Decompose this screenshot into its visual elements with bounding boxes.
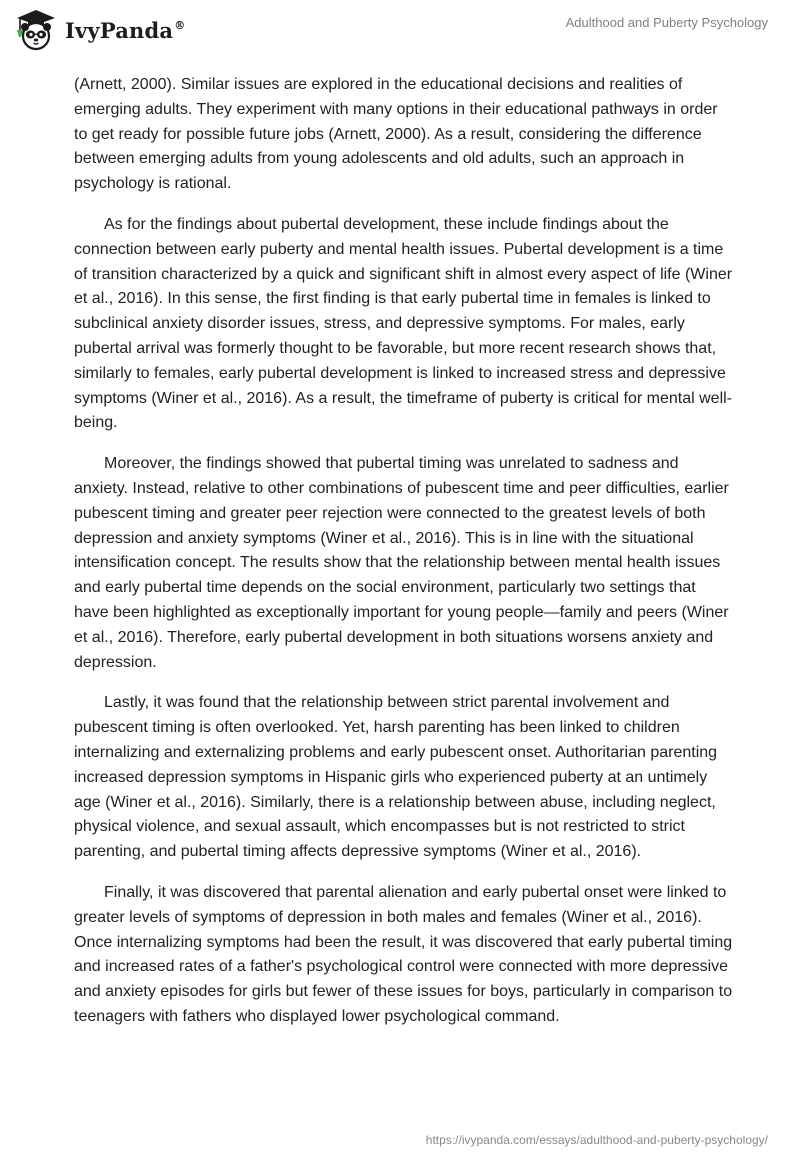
paragraph-continuation: (Arnett, 2000). Similar issues are explored in the educational decisions and realities of emerging adults. They experiment with many options in their educational pathways in order to get ready for possible future jobs (Arnett, 2000). As a result, considering the difference between emerging adults from young adolescents and old adults, such an approach in psychology is rational. <box>74 76 718 193</box>
ivypanda-logo[interactable] <box>14 8 185 52</box>
paragraph: Moreover, the findings showed that pubertal timing was unrelated to sadness and anxiety. Instead, relative to other combinations of pubescent time and peer difficulties, earlier pubescent timing and greater peer rejection were connected to the greatest levels of both depression and anxiety symptoms (Winer et al., 2016). This is in line with the situational intensification concept. The results show that the relationship between mental health issues and early pubertal time depends on the social environment, particularly two settings that have been highlighted as exceptionally important for young people—family and peers (Winer et al., 2016). Therefore, early pubertal development in both situations worsens anxiety and depression. <box>74 455 729 671</box>
registered-mark: ® <box>174 18 186 32</box>
source-url[interactable]: https://ivypanda.com/essays/adulthood-and-puberty-psychology/ <box>425 1133 768 1147</box>
paragraph: As for the findings about pubertal development, these include findings about the connection between early puberty and mental health issues. Pubertal development is a time of transition characterized by a quick and significant shift in almost every aspect of life (Winer et al., 2016). In this sense, the first finding is that early pubertal time in females is linked to subclinical anxiety disorder issues, stress, and depressive symptoms. For males, early pubertal arrival was formerly thought to be favorable, but more recent research shows that, similarly to females, early pubertal development is linked to increased stress and depressive symptoms (Winer et al., 2016). As a result, the timeframe of puberty is critical for mental well-being. <box>74 215 733 432</box>
essay-body <box>74 73 734 1046</box>
paragraph: Lastly, it was found that the relationship between strict parental involvement and pubescent timing is often overlooked. Yet, harsh parenting has been linked to children internalizing and externalizing problems and early pubescent onset. Authoritarian parenting increased depression symptoms in Hispanic girls who experienced puberty at an untimely age (Winer et al., 2016). Similarly, there is a relationship between abuse, including neglect, physical violence, and sexual assault, which encompasses but is not restricted to strict parenting, and pubertal timing affects depressive symptoms (Winer et al., 2016). <box>74 694 718 861</box>
brand-name: IvyPanda® <box>65 17 186 43</box>
paragraph: Finally, it was discovered that parental alienation and early pubertal onset were linked to greater levels of symptoms of depression in both males and females (Winer et al., 2016). Once internalizing symptoms had been the result, it was discovered that early pubertal timing and increased rates of a father's psychological control were connected with more depressive and anxiety episodes for girls but fewer of these issues for boys, particularly in comparison to teenagers with fathers who displayed lower psychological command. <box>74 883 733 1025</box>
page-header <box>0 0 800 70</box>
panda-graduate-icon <box>14 8 58 52</box>
running-title: Adulthood and Puberty Psychology <box>565 15 768 30</box>
